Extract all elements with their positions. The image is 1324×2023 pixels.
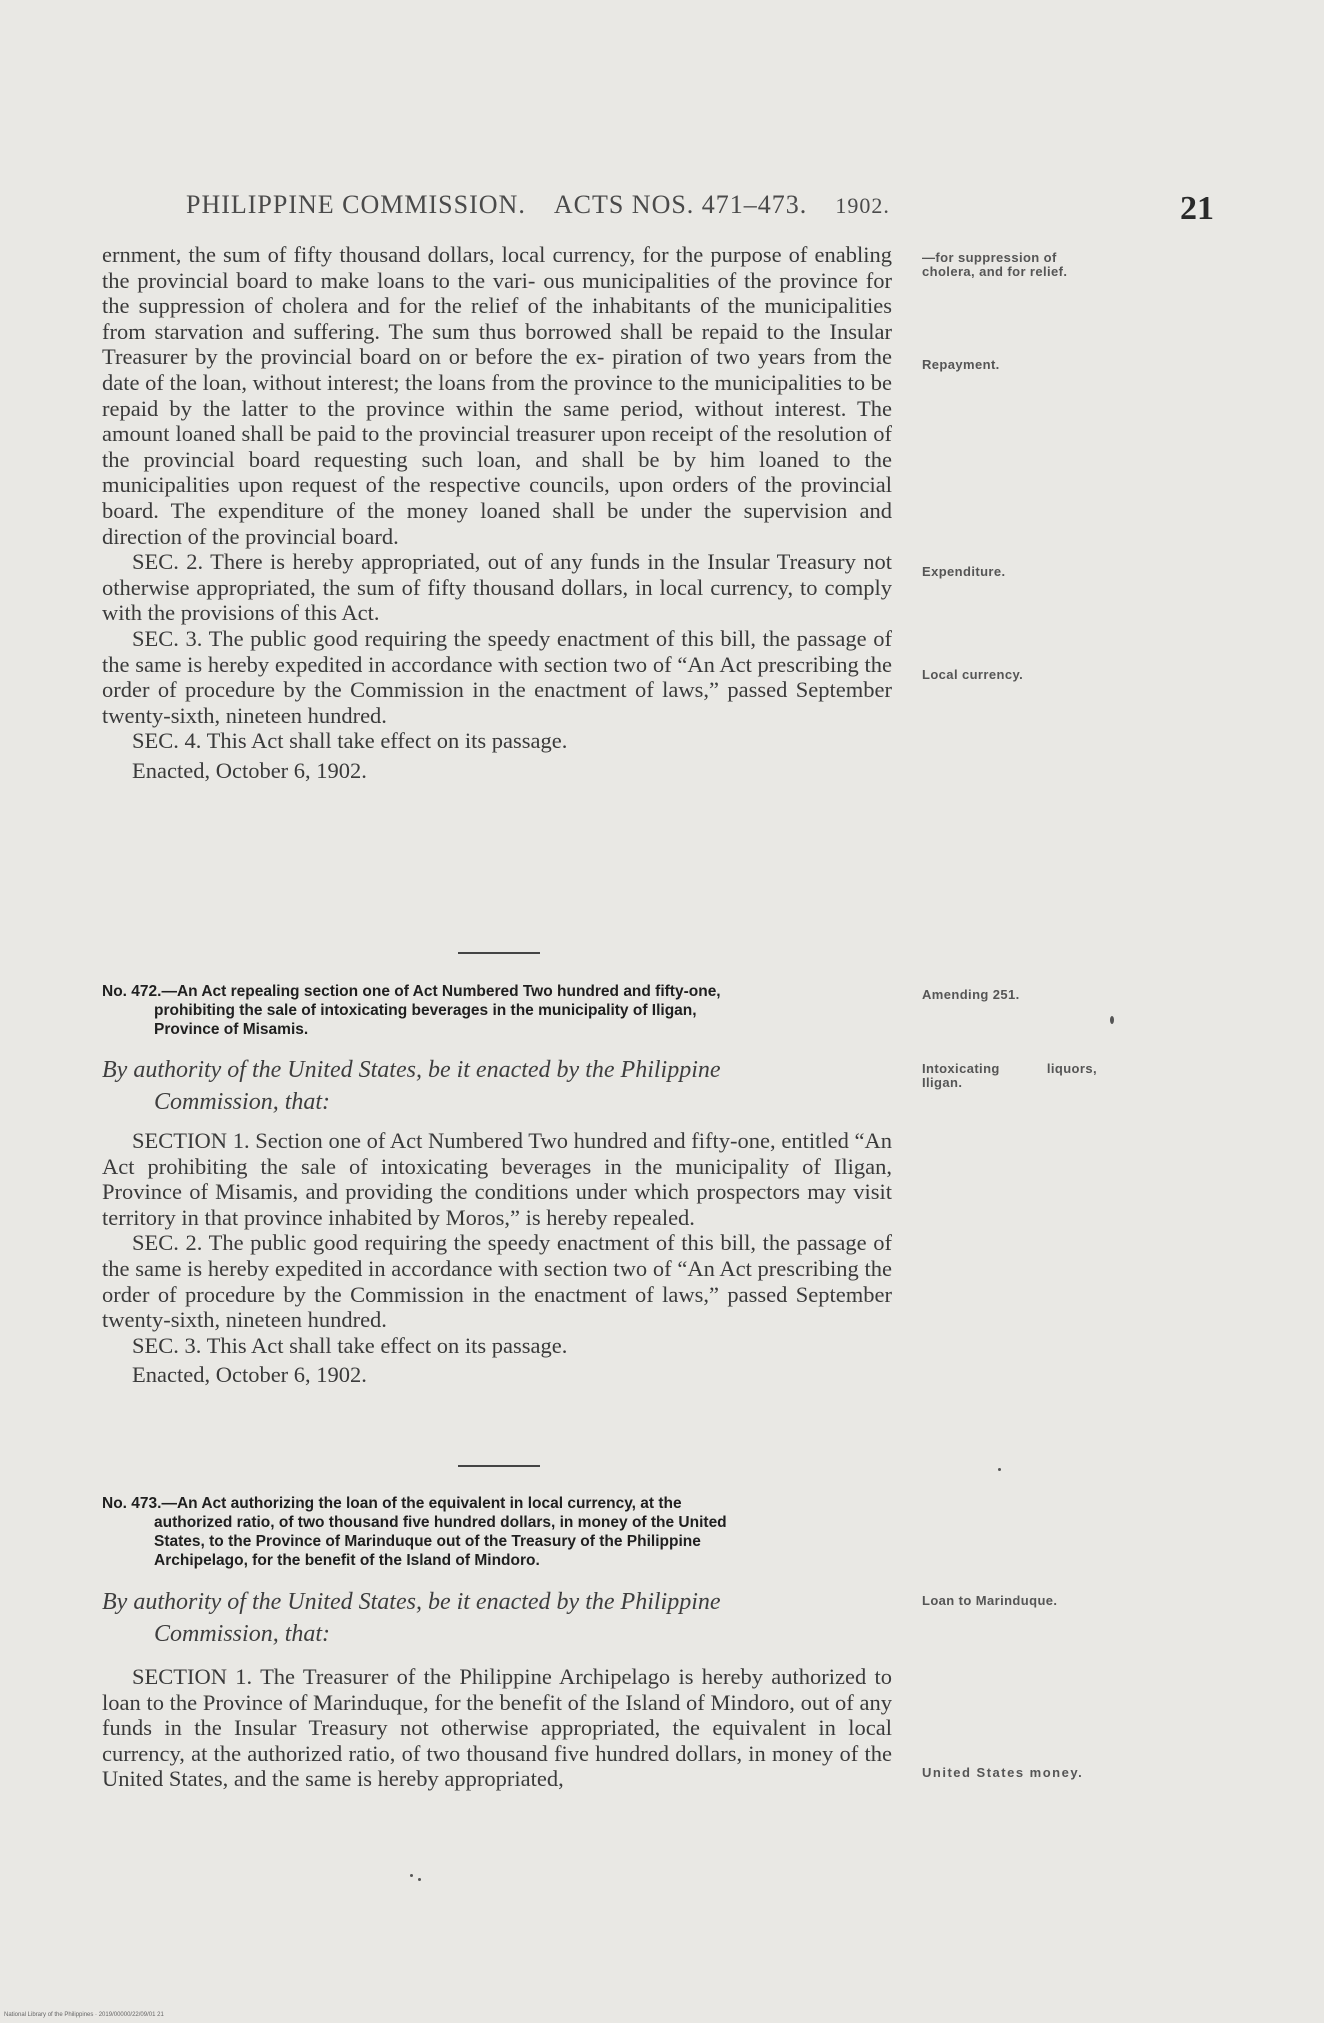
margin-note-suppression: —for suppression of cholera, and for relief.	[922, 250, 1068, 279]
act-472-enacted: Enacted, October 6, 1902.	[132, 1362, 367, 1388]
act-473-section-1: SECTION 1. The Treasurer of the Philippine Archipelago is hereby authorized to loan to the Province of Marinduque, for the benefit of the Island of Mindoro, out of any funds in the Insular Treasury not otherwise appropriated, the equivalent in local currency, at the authorized ratio, of two thousand five hundred dollars, in money of the United States, and the same is hereby appropriated,	[102, 1664, 893, 1792]
act-471-paragraph-1: ernment, the sum of fifty thousand dollars, local currency, for the purpose of enabling the provincial board to make loans to the vari- ous municipalities of the province for the suppression of cholera and for the relief of the inhabitants of the municipalities from starvation and suffering. The sum thus borrowed shall be repaid to the Insular Treasurer by the provincial board on or before the ex- piration of two years from the date of the loan, without interest; the loans from the province to the municipalities to be repaid by the latter to the province within the same period, without interest. The amount loaned shall be paid to the provincial treasurer upon receipt of the resolution of the provincial board requesting such loan, and shall be by him loaned to the municipalities upon request of the respective councils, upon orders of the provincial board. The expenditure of the money loaned shall be under the supervision and direction of the provincial board.	[102, 242, 893, 549]
act-472-section-2: SEC. 2. The public good requiring the speedy enactment of this bill, the passage of the same is hereby expedited in accordance with section two of “An Act prescribing the order of procedure by the Commission in the enactment of laws,” passed September twenty-sixth, nineteen hundred.	[102, 1230, 893, 1333]
act-473-enacting-clause: By authority of the United States, be it enacted by the Philippine Commission, that:	[102, 1589, 721, 1647]
act-472-enacting-clause: By authority of the United States, be it enacted by the Philippine Commission, that:	[102, 1057, 721, 1115]
act-472-section-1: SECTION 1. Section one of Act Numbered Two hundred and fifty-one, entitled “An Act prohibiting the sale of intoxicating beverages in the municipality of Iligan, Province of Misamis, and providing the conditions under which prospectors may visit territory in that province inhabited by Moros,” is hereby repealed.	[102, 1128, 893, 1230]
running-header	[186, 190, 890, 220]
act-472-body	[102, 1128, 892, 1388]
margin-note-united-states-money: United States money.	[922, 1765, 1084, 1780]
header-acts: ACTS NOS. 471–473.	[553, 190, 808, 219]
act-471-enacted: Enacted, October 6, 1902.	[132, 757, 367, 783]
page-number: 21	[1180, 190, 1214, 227]
act-471-continuation	[102, 242, 892, 783]
print-speck	[1110, 1016, 1114, 1024]
header-title: PHILIPPINE COMMISSION.	[186, 190, 526, 219]
act-473-body	[102, 1664, 892, 1792]
act-473-heading: No. 473.—An Act authorizing the loan of the equivalent in local currency, at the authorized ratio, of two thousand five hundred dollars, in money of the United States, to the Province of Marinduque out of the Treasury of the Philippine Archipelago, for the benefit of the Island of Mindoro.	[102, 1495, 727, 1569]
scan-footer: National Library of the Philippines · 2019/00000/22/09/01 21	[4, 2012, 164, 2018]
margin-note-repayment: Repayment.	[922, 357, 1000, 372]
act-471-section-4: SEC. 4. This Act shall take effect on its passage.	[132, 728, 568, 754]
margin-note-intoxicating-liquors: Intoxicating liquors, Iligan.	[922, 1061, 1097, 1090]
separator-rule-2	[458, 1465, 540, 1467]
act-472-heading: No. 472.—An Act repealing section one of Act Numbered Two hundred and fifty-one, prohibiting the sale of intoxicating beverages in the municipality of Iligan, Province of Misamis.	[102, 983, 721, 1038]
act-471-section-2: SEC. 2. There is hereby appropriated, out of any funds in the Insular Treasury not otherwise appropriated, the sum of fifty thousand dollars, in local currency, to comply with the provisions of this Act.	[102, 549, 892, 626]
print-speck	[418, 1878, 421, 1881]
margin-note-loan-marinduque: Loan to Marinduque.	[922, 1593, 1058, 1608]
print-speck	[998, 1468, 1001, 1471]
margin-note-amending: Amending 251.	[922, 987, 1020, 1002]
act-472-section-3: SEC. 3. This Act shall take effect on its passage.	[132, 1332, 568, 1358]
header-year: 1902.	[835, 193, 890, 218]
margin-note-local-currency: Local currency.	[922, 667, 1024, 682]
separator-rule-1	[458, 952, 540, 954]
print-speck	[410, 1874, 413, 1877]
margin-note-expenditure: Expenditure.	[922, 564, 1006, 579]
act-471-section-3: SEC. 3. The public good requiring the speedy enactment of this bill, the passage of the same is hereby expedited in accordance with section two of “An Act prescribing the order of procedure by the Commission in the enactment of laws,” passed September twenty-sixth, nineteen hundred.	[102, 625, 893, 728]
